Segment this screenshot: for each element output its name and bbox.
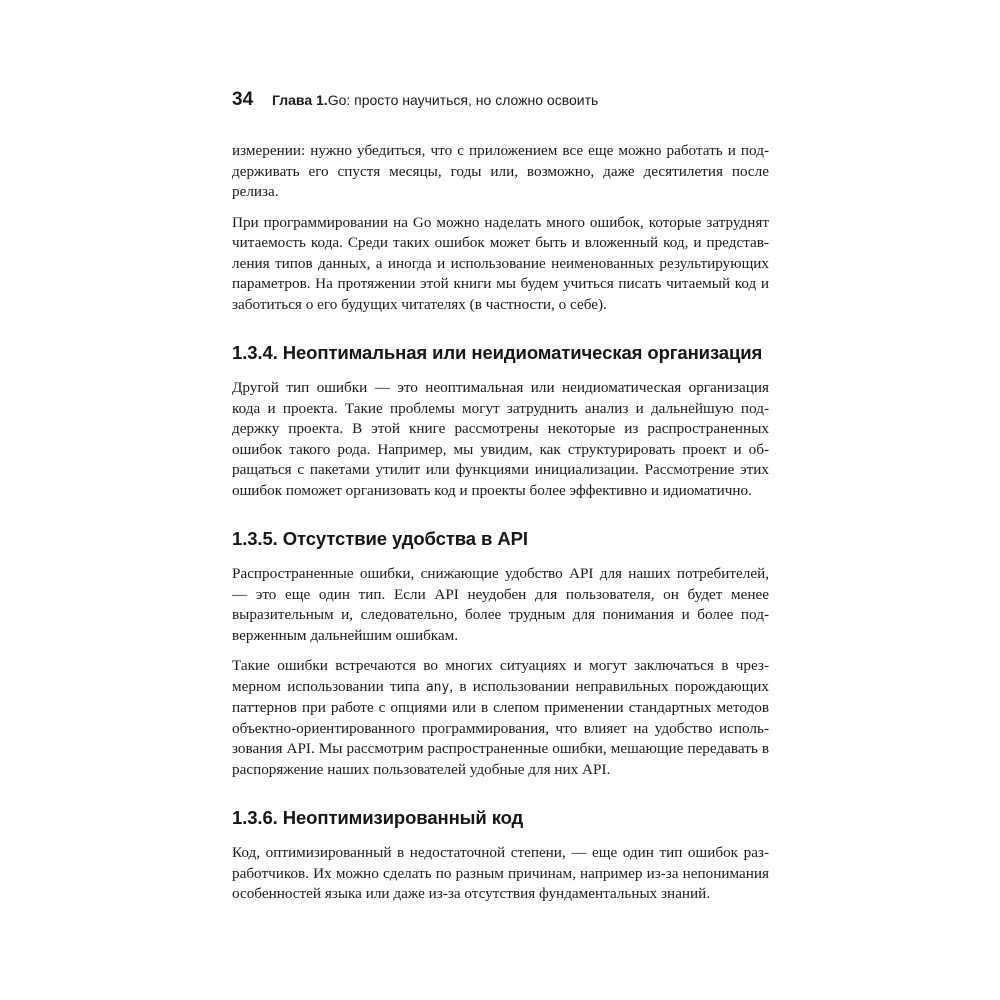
section-1-3-5-paragraph-2 [232,656,769,780]
paragraph-text-before-code: Такие ошибки встречаются во многих ситуациях и могут заключаться в чрезмерном использовании типа [232,657,769,695]
section-1-3-5-paragraph-1: Распространенные ошибки, снижающие удобство API для наших потребителей, — это еще один тип. Если API неудобен для пользователя, он будет менее выразительным и, следовательно, более трудным для понимания и более подверженным дальнейшим ошибкам. [232,565,769,644]
section-1-3-4-heading: 1.3.4. Неоптимальная или неидиоматическая организация [232,342,763,363]
paragraph-intro-2: При программировании на Go можно наделать много ошибок, которые затруднят читаемость кода. Среди таких ошибок может быть и вложенный код, и представления типов данных, а иногда и использование неименованных результирующих параметров. На протяжении этой книги мы будем учиться писать читаемый код и заботиться о его будущих читателях (в частности, о себе). [232,213,769,313]
page-number: 34 [232,89,254,110]
section-1-3-4-paragraph: Другой тип ошибки — это неоптимальная или неидиоматическая организация кода и проекта. Такие проблемы могут затруднить анализ и дальнейшую поддержку проекта. В этой книге рассмотрены некоторые из распространенных ошибок такого рода. Например, мы увидим, как структурировать проект и обращаться с пакетами утилит или функциями инициализации. Рассмотрение этих ошибок поможет организовать код и проекты более эффективно и идиоматично. [232,379,769,499]
section-1-3-6-heading: 1.3.6. Неоптимизированный код [232,807,524,828]
running-head [232,86,772,114]
paragraph-intro-1: измерении: нужно убедиться, что с приложением все еще можно работать и поддерживать его спустя месяцы, годы или, возможно, даже десятилетия после релиза. [232,142,769,200]
section-1-3-5-heading: 1.3.5. Отсутствие удобства в API [232,528,528,549]
page-body [232,141,769,915]
chapter-label: Глава 1. [272,92,328,108]
inline-code-any: any [425,679,450,695]
chapter-title: Go: просто научиться, но сложно освоить [327,92,599,108]
section-1-3-6-paragraph: Код, оптимизированный в недостаточной степени, — еще один тип ошибок разработчиков. Их можно сделать по разным причинам, например из-за непонимания особенностей языка или даже из-за отсутствия фундаментальных знаний. [232,844,769,902]
paragraph-text-after-code: , в использовании неправильных порождающих паттернов при работе с опциями или в слепом применении стандартных методов объектно-ориентированного программирования, что влияет на удобство использования API. Мы рассмотрим распространенные ошибки, мешающие передавать в распоряжение наших пользователей удобные для них API. [232,677,769,778]
